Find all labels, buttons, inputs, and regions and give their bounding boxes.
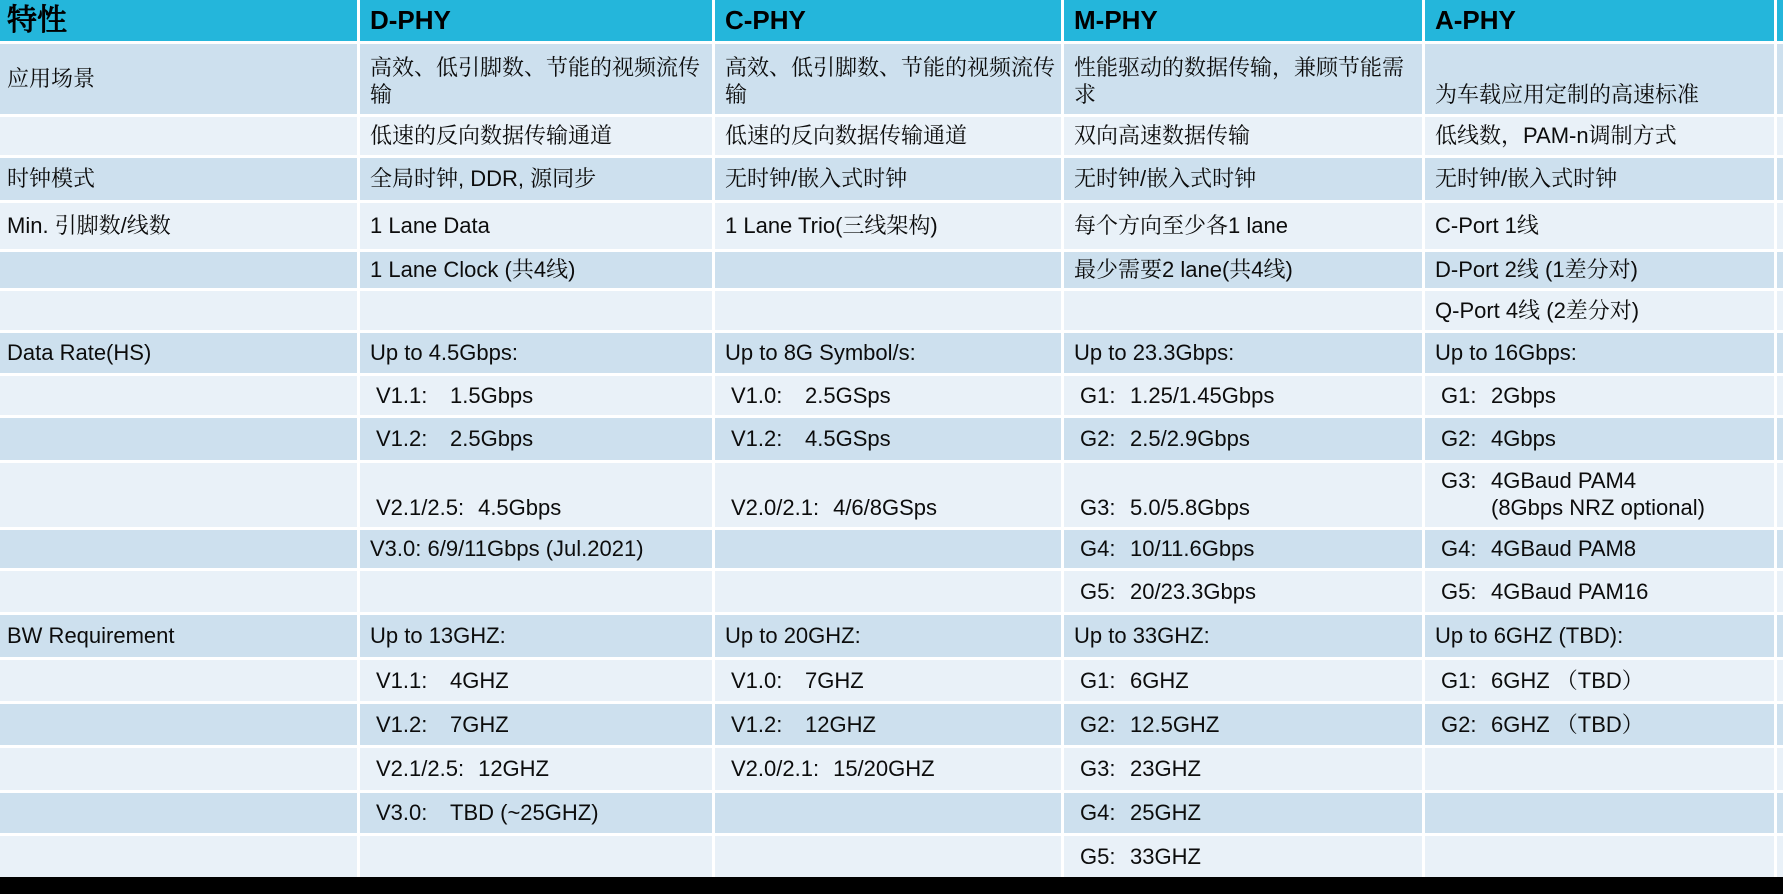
table-cell [360,836,712,877]
table-cell [360,704,712,745]
cell-label: V1.0: [731,382,783,408]
cell-label: G2: [1080,426,1116,452]
table-cell [1064,44,1422,114]
table-cell [1777,704,1783,745]
cell-text: 双向高速数据传输 [1074,123,1251,149]
cell-value: 12.5GHZ [1130,711,1220,737]
cell-value: 5.0/5.8Gbps [1130,495,1250,521]
table-cell [715,203,1061,249]
table-cell [360,158,712,200]
table-cell [360,376,712,415]
table-cell [1425,333,1774,373]
column-header-c-phy [715,0,1061,41]
table-cell [0,117,357,155]
table-cell [715,704,1061,745]
table-cell [1425,748,1774,790]
table-cell [360,44,712,114]
cell-text: 低线数，PAM-n调制方式 [1435,123,1677,149]
column-header-label: M-PHY [1074,5,1158,36]
cell-text: 无时钟/嵌入式时钟 [725,166,908,192]
cell-kv [370,799,599,827]
cell-kv [725,667,864,695]
table-row-clock-mode [0,158,1783,200]
cell-kv [1435,667,1644,695]
table-cell [360,793,712,833]
table-row-bw-requirement [0,615,1783,657]
cell-label: G1: [1441,667,1477,693]
table-cell [360,660,712,701]
cell-value: TBD (~25GHZ) [450,800,599,826]
table-cell [1064,530,1422,568]
table-cell [1064,615,1422,657]
cell-value: 1.5Gbps [450,382,534,408]
cell-text: 为车载应用定制的高速标准 [1435,82,1700,108]
table-cell [360,252,712,288]
table-row-application-scenario-2 [0,117,1783,155]
cell-kv [1074,755,1201,783]
table-cell [1064,291,1422,330]
cell-value: 4Gbps [1491,426,1556,452]
table-cell [360,333,712,373]
table-cell [1425,793,1774,833]
table-cell [0,660,357,701]
cell-kv [1074,535,1254,563]
cell-text: 高效、低引脚数、节能的视频流传输 [725,54,1056,108]
cell-label: G3: [1441,467,1477,493]
table-cell [1777,376,1783,415]
cell-text: Up to 33GHZ: [1074,623,1210,649]
table-row-data-rate-g5 [0,571,1783,612]
table-cell [0,376,357,415]
table-cell [1064,660,1422,701]
cell-text: Data Rate(HS) [7,340,152,366]
table-cell [1064,836,1422,877]
table-cell [715,291,1061,330]
cell-label: G2: [1080,711,1116,737]
cell-value: 4.5GSps [805,426,891,452]
table-cell [1425,615,1774,657]
table-cell [1777,418,1783,460]
cell-value: 4GHZ [450,667,509,693]
table-cell [360,571,712,612]
cell-text: 每个方向至少各1 lane [1074,213,1288,239]
cell-kv [370,755,549,783]
cell-kv [370,425,533,453]
cell-text: Up to 4.5Gbps: [370,340,518,366]
table-cell [715,463,1061,527]
cell-value: 6GHZ （TBD） [1491,711,1644,737]
table-cell [1777,44,1783,114]
cell-value: 7GHZ [450,711,509,737]
table-row-bw-g4 [0,793,1783,833]
table-cell [1425,660,1774,701]
table-cell [1064,203,1422,249]
table-cell [1425,252,1774,288]
cell-text: Q-Port 4线 (2差分对) [1435,297,1640,323]
cell-kv [1435,711,1644,739]
table-cell [715,117,1061,155]
column-header-label: C-PHY [725,5,806,36]
table-cell [1777,252,1783,288]
header-row [0,0,1783,41]
table-cell [1777,615,1783,657]
cell-label: V1.0: [731,667,783,693]
table-row-data-rate-g2 [0,418,1783,460]
column-header-label: D-PHY [370,5,451,36]
table-cell [360,463,712,527]
cell-text: Up to 16Gbps: [1435,340,1577,366]
table-cell [0,571,357,612]
cell-value-line: (8Gbps NRZ optional) [1491,495,1705,521]
cell-value: 12GHZ [478,756,549,782]
table-row-min-pins [0,203,1783,249]
cell-label: V2.0/2.1: [731,495,820,521]
table-cell [1425,158,1774,200]
cell-value: 2.5Gbps [450,426,534,452]
table-cell [360,530,712,568]
table-cell [0,418,357,460]
cell-kv [1435,578,1648,606]
cell-label: V1.2: [731,426,783,452]
table-cell [715,44,1061,114]
cell-value: 6GHZ [1130,667,1189,693]
cell-label: V1.1: [376,382,428,408]
cell-label: G5: [1080,843,1116,869]
cell-text: 1 Lane Data [370,213,490,239]
table-cell [1064,376,1422,415]
table-cell [360,203,712,249]
table-cell [0,44,357,114]
table-cell [0,836,357,877]
table-cell [1777,291,1783,330]
cell-kv [1074,667,1189,695]
cell-kv [370,711,509,739]
cell-kv [1074,382,1274,410]
cell-label: V1.2: [376,711,428,737]
cell-label: V1.2: [376,426,428,452]
table-cell [0,463,357,527]
cell-kv [725,711,876,739]
cell-label: G4: [1080,536,1116,562]
table-row-min-pins-2 [0,252,1783,288]
cell-text: 性能驱动的数据传输，兼顾节能需求 [1074,54,1405,108]
table-cell [1777,793,1783,833]
table-cell [0,158,357,200]
cell-value: 4/6/8GSps [833,495,938,521]
table-cell [360,615,712,657]
table-cell [1425,203,1774,249]
table-cell [0,748,357,790]
cell-value: 1.25/1.45Gbps [1130,382,1275,408]
table-cell [0,530,357,568]
cell-kv [1074,425,1250,453]
cell-kv [1435,382,1556,410]
cell-text: Min. 引脚数/线数 [7,213,171,239]
table-cell [1064,571,1422,612]
table-cell [715,333,1061,373]
cell-kv [1435,535,1636,563]
cell-kv [1435,467,1705,522]
cell-value: 20/23.3Gbps [1130,578,1256,604]
cell-kv [1074,711,1219,739]
cell-kv [370,382,533,410]
table-cell [715,615,1061,657]
cell-value: 2.5GSps [805,382,891,408]
cell-kv [1074,843,1201,871]
cell-label: G5: [1441,578,1477,604]
table-row-bw-g3 [0,748,1783,790]
column-header-d-phy [360,0,712,41]
table-row-bw-g5 [0,836,1783,877]
cell-kv [725,382,891,410]
table-cell [1425,44,1774,114]
cell-value: 12GHZ [805,711,876,737]
table-cell [1777,158,1783,200]
cell-label: G1: [1080,382,1116,408]
bottom-bar [0,877,1783,894]
table-row-data-rate-g3 [0,463,1783,527]
table-cell [1064,252,1422,288]
table-cell [0,203,357,249]
column-header-label: 特性 [7,3,67,37]
table-cell [360,418,712,460]
cell-label: V2.1/2.5: [376,495,465,521]
table-cell [1425,530,1774,568]
table-cell [0,704,357,745]
cell-text: 无时钟/嵌入式时钟 [1074,166,1257,192]
table-cell [1064,748,1422,790]
cell-text: V3.0: 6/9/11Gbps (Jul.2021) [370,536,644,562]
table-cell [1064,333,1422,373]
table-cell [715,158,1061,200]
cell-value: 15/20GHZ [833,756,935,782]
cell-text: 最少需要2 lane(共4线) [1074,257,1293,283]
table-cell [1425,463,1774,527]
column-header-m-phy [1064,0,1422,41]
table-cell [1425,117,1774,155]
table-cell [1064,704,1422,745]
table-row-application-scenario [0,44,1783,114]
cell-label: V3.0: [376,800,428,826]
cell-label: V2.0/2.1: [731,756,820,782]
table-cell [1777,117,1783,155]
cell-kv [370,667,509,695]
table-cell [1425,571,1774,612]
cell-text: Up to 6GHZ (TBD): [1435,623,1624,649]
cell-text: 全局时钟, DDR, 源同步 [370,166,597,192]
cell-text: 1 Lane Trio(三线架构) [725,213,938,239]
cell-label: V2.1/2.5: [376,756,465,782]
table-cell [1777,333,1783,373]
table-cell [0,291,357,330]
table-row-bw-g2 [0,704,1783,745]
cell-text: 低速的反向数据传输通道 [725,123,968,149]
cell-value: 7GHZ [805,667,864,693]
cell-value: 2Gbps [1491,382,1556,408]
cell-kv [725,425,891,453]
table-cell [0,252,357,288]
table-cell [1777,571,1783,612]
table-cell [1425,291,1774,330]
table-cell [715,571,1061,612]
table-cell [1425,376,1774,415]
table-cell [715,376,1061,415]
table-cell [1425,836,1774,877]
cell-text: 1 Lane Clock (共4线) [370,257,576,283]
cell-label: G3: [1080,495,1116,521]
cell-label: G2: [1441,426,1477,452]
cell-value-line: 4GBaud PAM4 [1491,467,1637,493]
table-cell [1777,530,1783,568]
cell-text: 高效、低引脚数、节能的视频流传输 [370,54,701,108]
table-cell [1064,158,1422,200]
table-cell [715,793,1061,833]
cell-value: 10/11.6Gbps [1130,536,1255,562]
column-header-a-phy [1425,0,1774,41]
table-row-min-pins-3 [0,291,1783,330]
table-row-data-rate-hs [0,333,1783,373]
table-cell [0,793,357,833]
table-cell [360,291,712,330]
cell-label: V1.2: [731,711,783,737]
cell-kv [1074,799,1201,827]
cell-label: G3: [1080,756,1116,782]
table-cell [360,748,712,790]
cell-label: G1: [1080,667,1116,693]
cell-text: Up to 20GHZ: [725,623,861,649]
cell-text: Up to 23.3Gbps: [1074,340,1235,366]
table-cell [715,748,1061,790]
cell-text: Up to 13GHZ: [370,623,506,649]
table-cell [1425,418,1774,460]
table-row-bw-g1 [0,660,1783,701]
table-cell [1425,704,1774,745]
table-cell [0,615,357,657]
table-cell [1064,117,1422,155]
table-cell [715,252,1061,288]
cell-kv [725,494,937,522]
cell-kv [725,755,935,783]
table-cell [1064,463,1422,527]
table-cell [1777,660,1783,701]
cell-label: G1: [1441,382,1477,408]
cell-value: 4GBaud PAM16 [1491,578,1649,604]
cell-label: G4: [1441,536,1477,562]
table-cell [715,660,1061,701]
cell-kv [1074,494,1250,522]
cell-label: G2: [1441,711,1477,737]
cell-kv [370,494,561,522]
column-header-features [0,0,357,41]
cell-text: 低速的反向数据传输通道 [370,123,613,149]
table-cell [1777,463,1783,527]
table-cell [1777,748,1783,790]
cell-text: D-Port 2线 (1差分对) [1435,257,1638,283]
cell-kv [1435,425,1556,453]
cell-text: Up to 8G Symbol/s: [725,340,916,366]
table-cell [1064,418,1422,460]
table-cell [360,117,712,155]
table-cell [715,530,1061,568]
cell-label: V1.1: [376,667,428,693]
cell-label: G4: [1080,800,1116,826]
table-cell [1777,203,1783,249]
cell-value: 4GBaud PAM8 [1491,536,1637,562]
table-cell [0,333,357,373]
cell-value: 25GHZ [1130,800,1201,826]
cell-text: 应用场景 [7,66,96,92]
cell-text: C-Port 1线 [1435,213,1539,239]
cell-value: 33GHZ [1130,843,1201,869]
cell-value: 4.5Gbps [478,495,562,521]
column-header-label: A-PHY [1435,5,1516,36]
cell-text: 无时钟/嵌入式时钟 [1435,166,1618,192]
cell-value [1491,467,1705,522]
cell-text: 时钟模式 [7,166,96,192]
table-row-data-rate-g4 [0,530,1783,568]
cell-value: 2.5/2.9Gbps [1130,426,1250,452]
table-cell [1777,836,1783,877]
cell-label: G5: [1080,578,1116,604]
table-cell [1777,0,1783,41]
table-row-data-rate-g1 [0,376,1783,415]
cell-value: 23GHZ [1130,756,1201,782]
table-cell [1064,793,1422,833]
cell-kv [1074,578,1256,606]
cell-value: 6GHZ （TBD） [1491,667,1644,693]
cell-text: BW Requirement [7,623,175,649]
table-cell [715,836,1061,877]
table-cell [715,418,1061,460]
